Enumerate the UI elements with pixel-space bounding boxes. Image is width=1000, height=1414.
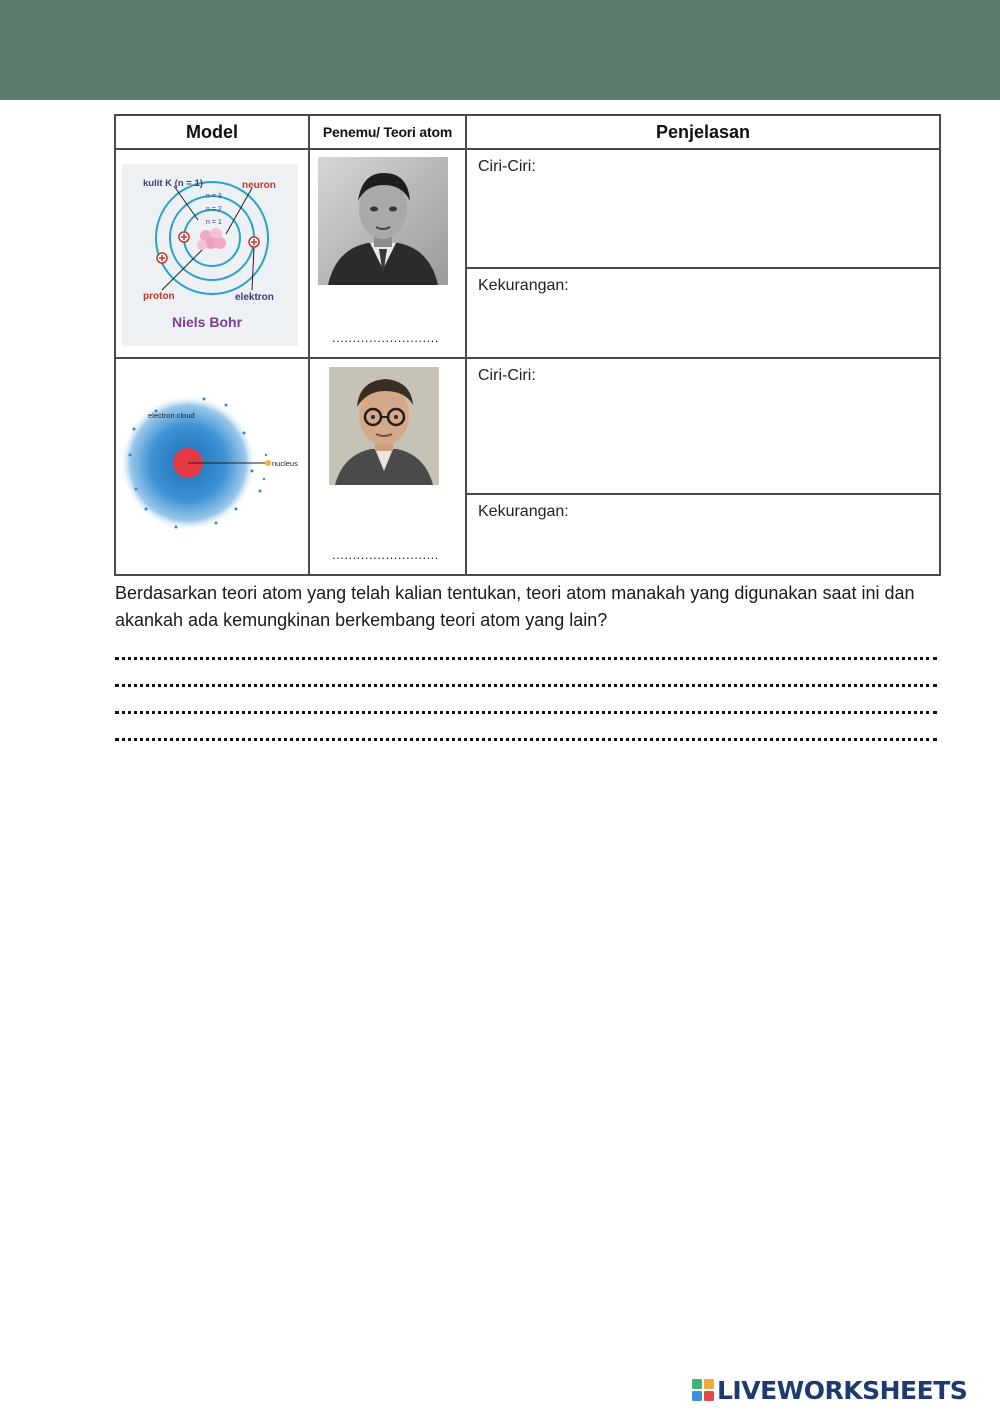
table-header-row bbox=[115, 115, 940, 149]
weakness-label: Kekurangan: bbox=[478, 503, 569, 521]
quantum-weakness-cell[interactable] bbox=[466, 494, 940, 575]
brand-footer bbox=[692, 1374, 967, 1406]
answer-line-2[interactable] bbox=[115, 684, 937, 687]
atom-theory-table bbox=[114, 114, 941, 576]
label-electron: elektron bbox=[235, 292, 274, 303]
liveworksheets-logo-icon bbox=[692, 1379, 714, 1401]
label-proton: proton bbox=[143, 291, 175, 302]
bohr-portrait bbox=[318, 157, 448, 285]
quantum-characteristics-cell[interactable] bbox=[466, 358, 940, 494]
characteristics-label: Ciri-Ciri: bbox=[478, 158, 536, 175]
answer-line-4[interactable] bbox=[115, 738, 937, 741]
answer-line-3[interactable] bbox=[115, 711, 937, 714]
header-band bbox=[0, 0, 1000, 100]
label-electron-cloud: electron cloud bbox=[148, 411, 195, 420]
bohr-inventor-blank[interactable]: .......................... bbox=[332, 330, 439, 345]
characteristics-label: Ciri-Ciri: bbox=[478, 367, 536, 384]
electron-cloud-diagram bbox=[116, 359, 306, 569]
question-text: Berdasarkan teori atom yang telah kalian tentukan, teori atom manakah yang digunakan saat ini dan akankah ada kemungkinan berkembang teori atom yang lain? bbox=[115, 583, 915, 630]
bohr-model-diagram bbox=[116, 150, 306, 352]
label-neuron: neuron bbox=[242, 180, 276, 191]
schrodinger-portrait bbox=[329, 367, 439, 485]
table-row bbox=[115, 358, 940, 494]
schrodinger-inventor-cell bbox=[309, 358, 466, 575]
brand-name: LIVEWORKSHEETS bbox=[717, 1375, 968, 1405]
header-explanation: Penjelasan bbox=[466, 115, 940, 149]
label-n2: n = 2 bbox=[206, 206, 222, 213]
table-row bbox=[115, 149, 940, 268]
bohr-characteristics-cell[interactable] bbox=[466, 149, 940, 268]
header-model: Model bbox=[115, 115, 309, 149]
answer-line-1[interactable] bbox=[115, 657, 937, 660]
label-n3: n = 3 bbox=[206, 193, 222, 200]
quantum-model-cell bbox=[115, 358, 309, 575]
header-inventor: Penemu/ Teori atom bbox=[309, 115, 466, 149]
bohr-inventor-cell bbox=[309, 149, 466, 358]
weakness-label: Kekurangan: bbox=[478, 276, 569, 294]
label-niels-bohr: Niels Bohr bbox=[172, 314, 243, 330]
label-n1: n = 1 bbox=[206, 219, 222, 226]
label-shell-k: kulit K (n = 1) bbox=[143, 178, 203, 189]
bohr-model-cell bbox=[115, 149, 309, 358]
schrodinger-inventor-blank[interactable]: .......................... bbox=[332, 547, 439, 562]
bohr-weakness-cell[interactable] bbox=[466, 268, 940, 358]
label-nucleus: nucleus bbox=[272, 459, 298, 468]
